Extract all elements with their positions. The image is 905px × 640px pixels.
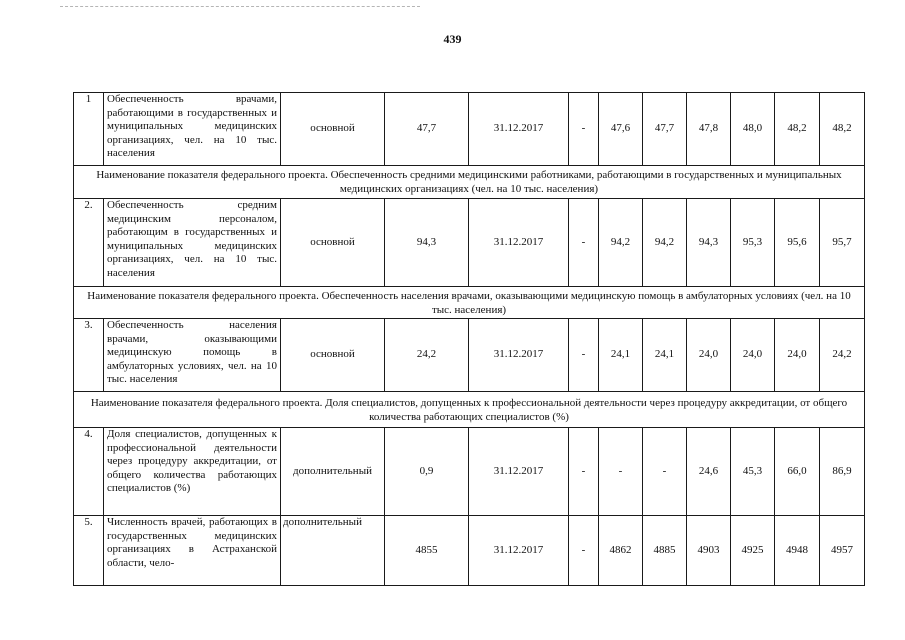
- indicator-name: Обеспеченность средним медицинским персоналом, работающим в государственных и муниципальных медицинских организациях, чел. на 10 тыс. населения: [104, 199, 281, 287]
- year-value: 4948: [775, 516, 820, 586]
- table-row: [74, 319, 865, 392]
- indicator-name: Доля специалистов, допущенных к профессиональной деятельности через процедуру аккредитации, от общего количества работающих специалистов (%): [104, 428, 281, 516]
- base-value: 47,7: [385, 93, 469, 166]
- year-value: 47,6: [599, 93, 643, 166]
- year-value: 24,0: [687, 319, 731, 392]
- year-value: 24,2: [820, 319, 865, 392]
- indicator-type: основной: [281, 199, 385, 287]
- base-date: 31.12.2017: [469, 516, 569, 586]
- section-title: Наименование показателя федерального проекта. Обеспеченность средними медицинскими работниками, работающими в государственных и муниципальных медицинских организациях (чел. на 10 тыс. населения): [74, 166, 865, 199]
- dash-cell: -: [569, 428, 599, 516]
- year-value: -: [599, 428, 643, 516]
- year-value: 47,7: [643, 93, 687, 166]
- base-value: 94,3: [385, 199, 469, 287]
- table-row: [74, 516, 865, 586]
- year-value: 24,1: [643, 319, 687, 392]
- scan-artifact-line: [60, 6, 420, 7]
- indicators-table: [73, 92, 865, 586]
- base-value: 4855: [385, 516, 469, 586]
- indicator-type: дополнительный: [281, 516, 385, 586]
- year-value: 95,7: [820, 199, 865, 287]
- year-value: -: [643, 428, 687, 516]
- base-value: 24,2: [385, 319, 469, 392]
- table-row: [74, 428, 865, 516]
- year-value: 94,2: [599, 199, 643, 287]
- year-value: 66,0: [775, 428, 820, 516]
- base-date: 31.12.2017: [469, 199, 569, 287]
- base-value: 0,9: [385, 428, 469, 516]
- indicator-type: основной: [281, 319, 385, 392]
- row-number: 1: [74, 93, 104, 166]
- dash-cell: -: [569, 93, 599, 166]
- row-number: 3.: [74, 319, 104, 392]
- base-date: 31.12.2017: [469, 319, 569, 392]
- year-value: 47,8: [687, 93, 731, 166]
- year-value: 48,2: [775, 93, 820, 166]
- base-date: 31.12.2017: [469, 93, 569, 166]
- year-value: 4885: [643, 516, 687, 586]
- row-number: 4.: [74, 428, 104, 516]
- year-value: 45,3: [731, 428, 775, 516]
- row-number: 5.: [74, 516, 104, 586]
- indicator-name: Численность врачей, работающих в государственных медицинских организациях в Астраханской области, чело-: [104, 516, 281, 586]
- indicator-type: основной: [281, 93, 385, 166]
- year-value: 4903: [687, 516, 731, 586]
- indicator-name: Обеспеченность врачами, работающими в государственных и муниципальных медицинских организациях, чел. на 10 тыс. населения: [104, 93, 281, 166]
- table-row: [74, 199, 865, 287]
- year-value: 95,3: [731, 199, 775, 287]
- dash-cell: -: [569, 199, 599, 287]
- indicator-type: дополнительный: [281, 428, 385, 516]
- year-value: 48,0: [731, 93, 775, 166]
- section-row: [74, 287, 865, 319]
- year-value: 4957: [820, 516, 865, 586]
- year-value: 94,2: [643, 199, 687, 287]
- year-value: 24,1: [599, 319, 643, 392]
- year-value: 24,0: [731, 319, 775, 392]
- year-value: 48,2: [820, 93, 865, 166]
- section-row: [74, 166, 865, 199]
- dash-cell: -: [569, 319, 599, 392]
- year-value: 4862: [599, 516, 643, 586]
- table-row: [74, 93, 865, 166]
- section-title: Наименование показателя федерального проекта. Обеспеченность населения врачами, оказывающими медицинскую помощь в амбулаторных условиях (чел. на 10 тыс. населения): [74, 287, 865, 319]
- year-value: 86,9: [820, 428, 865, 516]
- year-value: 24,0: [775, 319, 820, 392]
- dash-cell: -: [569, 516, 599, 586]
- year-value: 94,3: [687, 199, 731, 287]
- year-value: 4925: [731, 516, 775, 586]
- year-value: 95,6: [775, 199, 820, 287]
- section-row: [74, 392, 865, 428]
- page-number: 439: [443, 32, 462, 46]
- base-date: 31.12.2017: [469, 428, 569, 516]
- indicator-name: Обеспеченность населения врачами, оказывающими медицинскую помощь в амбулаторных условиях, чел. на 10 тыс. населения: [104, 319, 281, 392]
- section-title: Наименование показателя федерального проекта. Доля специалистов, допущенных к профессиональной деятельности через процедуру аккредитации, от общего количества работающих специалистов (%): [74, 392, 865, 428]
- year-value: 24,6: [687, 428, 731, 516]
- row-number: 2.: [74, 199, 104, 287]
